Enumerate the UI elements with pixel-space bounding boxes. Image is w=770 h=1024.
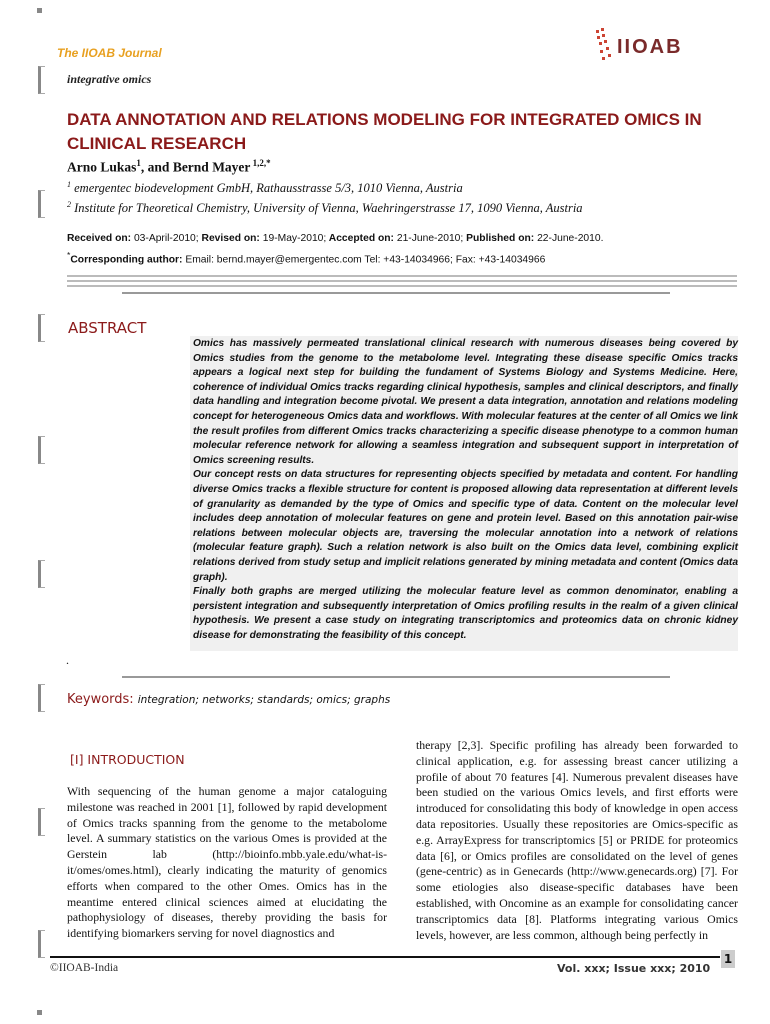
stray-dot: . <box>66 653 69 667</box>
affiliation-number: 2 <box>67 200 71 209</box>
footer-rule <box>50 956 720 958</box>
corresponding-mark: * <box>67 250 71 260</box>
contact-details: Email: bernd.mayer@emergentec.com Tel: +43-14034966; Fax: +43-14034966 <box>182 254 546 266</box>
abstract-paragraph: Finally both graphs are merged utilizing the molecular feature level as common denominator, enabling a persistent integration and subsequently interpretation of Omics profiling results in the realm of a given clinical hypothesis. We present a case study on integrating transcriptomics and proteomics data on chronic kidney disease for demonstrating the feasibility of this concept. <box>193 586 738 641</box>
margin-bracket <box>38 66 45 94</box>
revised-date: 19-May-2010; <box>259 233 327 244</box>
author-name: Bernd Mayer <box>172 159 251 175</box>
keywords <box>67 692 390 707</box>
affiliation <box>67 180 463 196</box>
corresponding-label: Corresponding author: <box>70 254 183 266</box>
page-number: 1 <box>721 950 735 968</box>
published-date: 22-June-2010. <box>534 233 604 244</box>
margin-bracket <box>38 190 45 218</box>
volume-issue: Vol. xxx; Issue xxx; 2010 <box>557 962 711 975</box>
published-label: Published on: <box>463 233 535 244</box>
copyright: ©IIOAB-India <box>50 962 119 974</box>
corner-mark-top <box>37 8 42 13</box>
margin-bracket <box>38 436 45 464</box>
author-affil-mark: 1,2,* <box>250 158 271 168</box>
article-title: DATA ANNOTATION AND RELATIONS MODELING FOR INTEGRATED OMICS IN CLINICAL RESEARCH <box>67 110 702 153</box>
separator-line <box>67 285 737 287</box>
affiliation-text: emergentec biodevelopment GmbH, Rathausstrasse 5/3, 1010 Vienna, Austria <box>74 181 463 196</box>
abstract-heading: ABSTRACT <box>68 319 147 337</box>
separator-line <box>67 275 737 277</box>
logo-text: IIOAB <box>617 36 683 58</box>
margin-bracket <box>38 808 45 836</box>
margin-bracket <box>38 314 45 342</box>
body-column-right <box>416 738 738 943</box>
accepted-label: Accepted on: <box>326 233 394 244</box>
affiliation <box>67 200 583 216</box>
section-heading-introduction: [I] INTRODUCTION <box>70 752 185 767</box>
author-separator: , and <box>140 159 173 175</box>
abstract-body <box>193 337 738 643</box>
author-list <box>67 158 271 176</box>
keywords-values: integration; networks; standards; omics; graphs <box>137 694 391 706</box>
logo-mark-icon <box>596 28 611 60</box>
separator-line <box>67 280 737 282</box>
affiliation-number: 1 <box>67 180 71 189</box>
received-label: Received on: <box>67 233 132 244</box>
author-affil-mark: 1 <box>136 158 141 168</box>
accepted-date: 21-June-2010; <box>393 233 464 244</box>
article-dates <box>67 233 603 244</box>
received-date: 03-April-2010; <box>131 233 199 244</box>
affiliation-text: Institute for Theoretical Chemistry, University of Vienna, Waehringerstrasse 17, 1090 Vienna, Austria <box>74 201 583 216</box>
revised-label: Revised on: <box>198 233 260 244</box>
section-label: integrative omics <box>67 72 152 86</box>
body-paragraph: With sequencing of the human genome a major cataloguing milestone was reached in 2001 [1], followed by rapid development of Omics tracks spanning from the genome to the metabolome level. A summary statistics on the various Omes is provided at the Gerstein lab (http://bioinfo.mbb.yale.edu/what-is-it/omes/omes.html), clearly indicating the maturity of genomics efforts when compared to the other Omes. Omics has in the meantime entered clinical sciences aimed at elucidating the pathophysiology of diseases, thereby providing the basis for identifying biomarkers serving for novel diagnostics and <box>67 784 387 941</box>
journal-name: The IIOAB Journal <box>57 46 162 60</box>
corresponding-author <box>67 250 545 265</box>
body-paragraph: therapy [2,3]. Specific profiling has already been forwarded to clinical application, e.g. for assessing breast cancer utilizing a profile of about 70 features [4]. Numerous prevalent diseases have been studied on the various Omics levels, and first efforts were introduced for consolidating this body of knowledge in open access data repositories. Usually these repositories are Omics-specific as e.g. ArrayExpress for transcriptomics [5] or PRIDE for proteomics data [6], or Omics profiles are consolidated on the level of genes (gene-centric) as in Genecards (http://www.genecards.org) [7]. For some etiologies also disease-specific databases have been established, with Oncomine as an example for consolidating cancer transcriptomics data [8]. Platforms integrating various Omics levels, however, are less common, although being perfectly in <box>416 738 738 942</box>
margin-bracket <box>38 684 45 712</box>
corner-mark-bottom <box>37 1010 42 1015</box>
separator-line <box>122 676 670 678</box>
abstract-paragraph: Our concept rests on data structures for representing objects specified by metadata and content. For handling diverse Omics tracks a flexible structure for content is proposed allowing data representation at different levels of granularity as demanded by the type of Omics and specific type of data. Content on the molecular level includes deep annotation of molecular features on gene and protein level. Based on this annotation pair-wise relations between molecular objects are, traversing the molecular annotation into a network of relations (molecular feature graph). Such a relation network is also built on the Omics data level, combining explicit relations derived from study setup and implicit relations generated by mining metadata and content (Omics data graph). <box>193 469 738 583</box>
margin-bracket <box>38 930 45 958</box>
keywords-label: Keywords: <box>67 692 134 707</box>
abstract-paragraph: Omics has massively permeated translational clinical research with numerous diseases being covered by Omics studies from the genome to the metabolome level. Integrating these disease specific Omics tracks appears a logical next step for building the fundament of Systems Biology and Systems Medicine. Here, coherence of individual Omics tracks regarding clinical hypothesis, samples and clinical descriptors, and finally data handling and integration become pivotal. We present a data integration, annotation and relations modeling concept for heterogeneous Omics data and workflows. With molecular features at the center of all Omics we link the result profiles from different Omics tracks characterizing a specific disease phenotype to a common human molecular reference network for allowing a seamless integration and subsequent support in interpretation of Omics screening results. <box>193 338 738 466</box>
margin-bracket <box>38 560 45 588</box>
author-name: Arno Lukas <box>67 159 137 175</box>
separator-line <box>122 292 670 294</box>
body-column-left <box>67 784 387 942</box>
